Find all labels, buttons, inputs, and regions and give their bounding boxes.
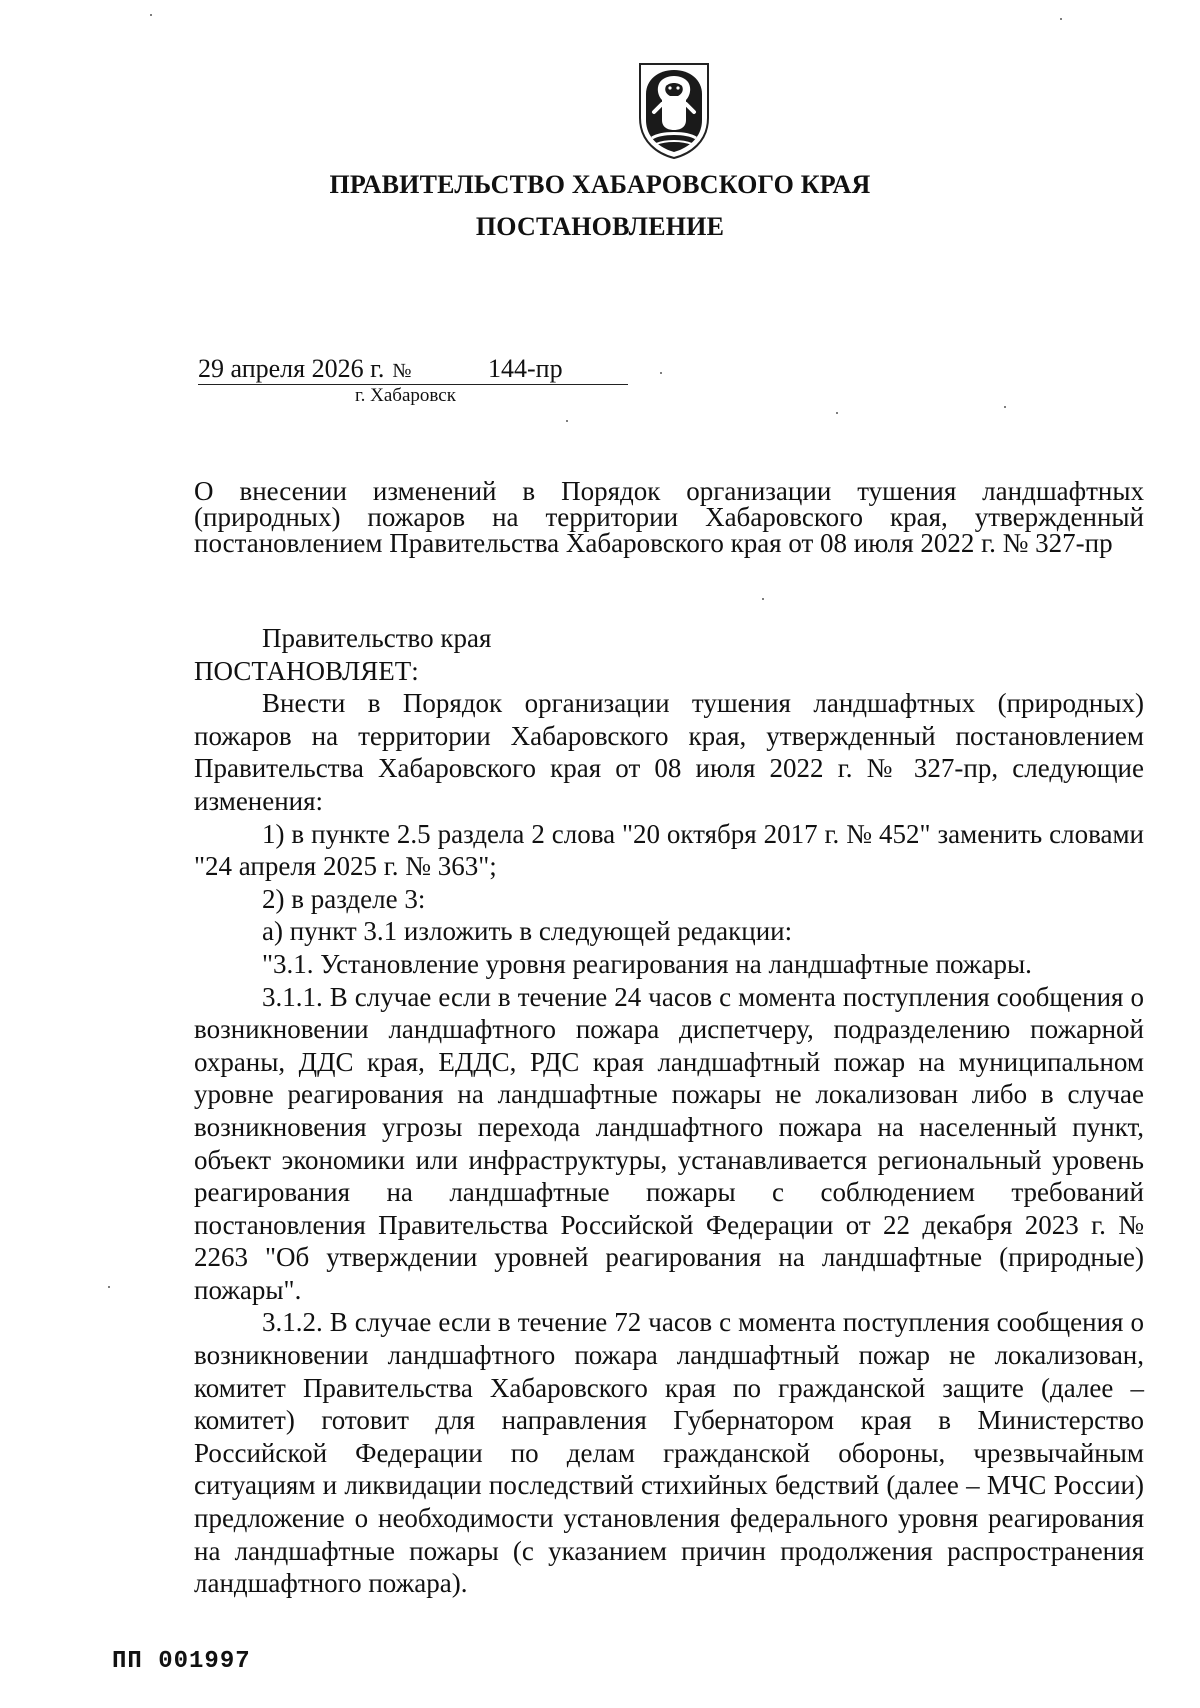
document-date: 29 апреля 2026 г. <box>198 354 385 383</box>
scan-speck <box>1004 406 1006 408</box>
body-paragraph: а) пункт 3.1 изложить в следующей редакции: <box>262 916 793 947</box>
body-paragraph: 2) в разделе 3: <box>262 883 426 914</box>
serial-prefix: ПП <box>112 1648 143 1675</box>
body-government: Правительство края <box>262 623 492 653</box>
document-type: ПОСТАНОВЛЕНИЕ <box>475 212 725 241</box>
document-city: г. Хабаровск <box>355 385 456 406</box>
body-paragraph: 3.1.2. В случае если в течение 72 часов с момента поступления сообщения о возникновении ландшафтного пожара ландшафтный пожар не локализован, комитет Правительства Хабаровского края по гражданской защите (далее – комитет) готовит для направления Губернатором края в Министерство Российской Федерации по делам гражданской обороны, чрезвычайным ситуациям и ликвидации последствий стихийных бедствий (далее – МЧС России) предложение о необходимости установления федерального уровня реагирования на ландшафтные пожары (с указанием причин продолжения распространения ландшафтного пожара). <box>194 1307 1144 1599</box>
scan-speck <box>1060 18 1062 20</box>
coat-of-arms-icon <box>636 60 712 160</box>
number-label: № <box>392 360 412 382</box>
body-paragraph: Внести в Порядок организации тушения ландшафтных (природных) пожаров на территории Хабаровского края, утвержденный постановлением Правительства Хабаровского края от 08 июля 2022 г. № 327-пр, следующие изменения: <box>194 688 1144 816</box>
scan-speck <box>660 372 662 374</box>
scan-speck <box>108 1286 110 1288</box>
document-title: О внесении изменений в Порядок организации тушения ландшафтных (природных) пожаров на территории Хабаровского края, утвержденный постановлением Правительства Хабаровского края от 08 июля 2022 г. № 327-пр <box>194 476 1144 558</box>
serial-number <box>112 1648 251 1675</box>
scan-speck <box>836 412 838 414</box>
document-body <box>194 622 1144 1600</box>
scan-speck <box>566 420 568 422</box>
serial-digits: 001997 <box>158 1648 251 1675</box>
date-number-line <box>198 354 628 385</box>
body-resolves: ПОСТАНОВЛЯЕТ: <box>194 655 419 686</box>
scan-speck <box>762 598 764 600</box>
body-paragraph: 1) в пункте 2.5 раздела 2 слова "20 октября 2017 г. № 452" заменить словами "24 апреля 2025 г. № 363"; <box>194 818 1144 882</box>
body-paragraph: "3.1. Установление уровня реагирования на ландшафтные пожары. <box>262 948 1032 979</box>
document-number: 144-пр <box>488 354 563 383</box>
scan-speck <box>150 14 152 16</box>
organization-title: ПРАВИТЕЛЬСТВО ХАБАРОВСКОГО КРАЯ <box>329 170 871 199</box>
body-paragraph: 3.1.1. В случае если в течение 24 часов с момента поступления сообщения о возникновении ландшафтного пожара диспетчеру, подразделению пожарной охраны, ДДС края, ЕДДС, РДС края ландшафтный пожар на муниципальном уровне реагирования на ландшафтные пожары не локализован либо в случае возникновения угрозы перехода ландшафтного пожара на населенный пункт, объект экономики или инфраструктуры, устанавливается региональный уровень реагирования на ландшафтные пожары с соблюдением требований постановления Правительства Российской Федерации от 22 декабря 2023 г. № 2263 "Об утверждении уровней реагирования на ландшафтные (природные) пожары". <box>194 981 1144 1305</box>
